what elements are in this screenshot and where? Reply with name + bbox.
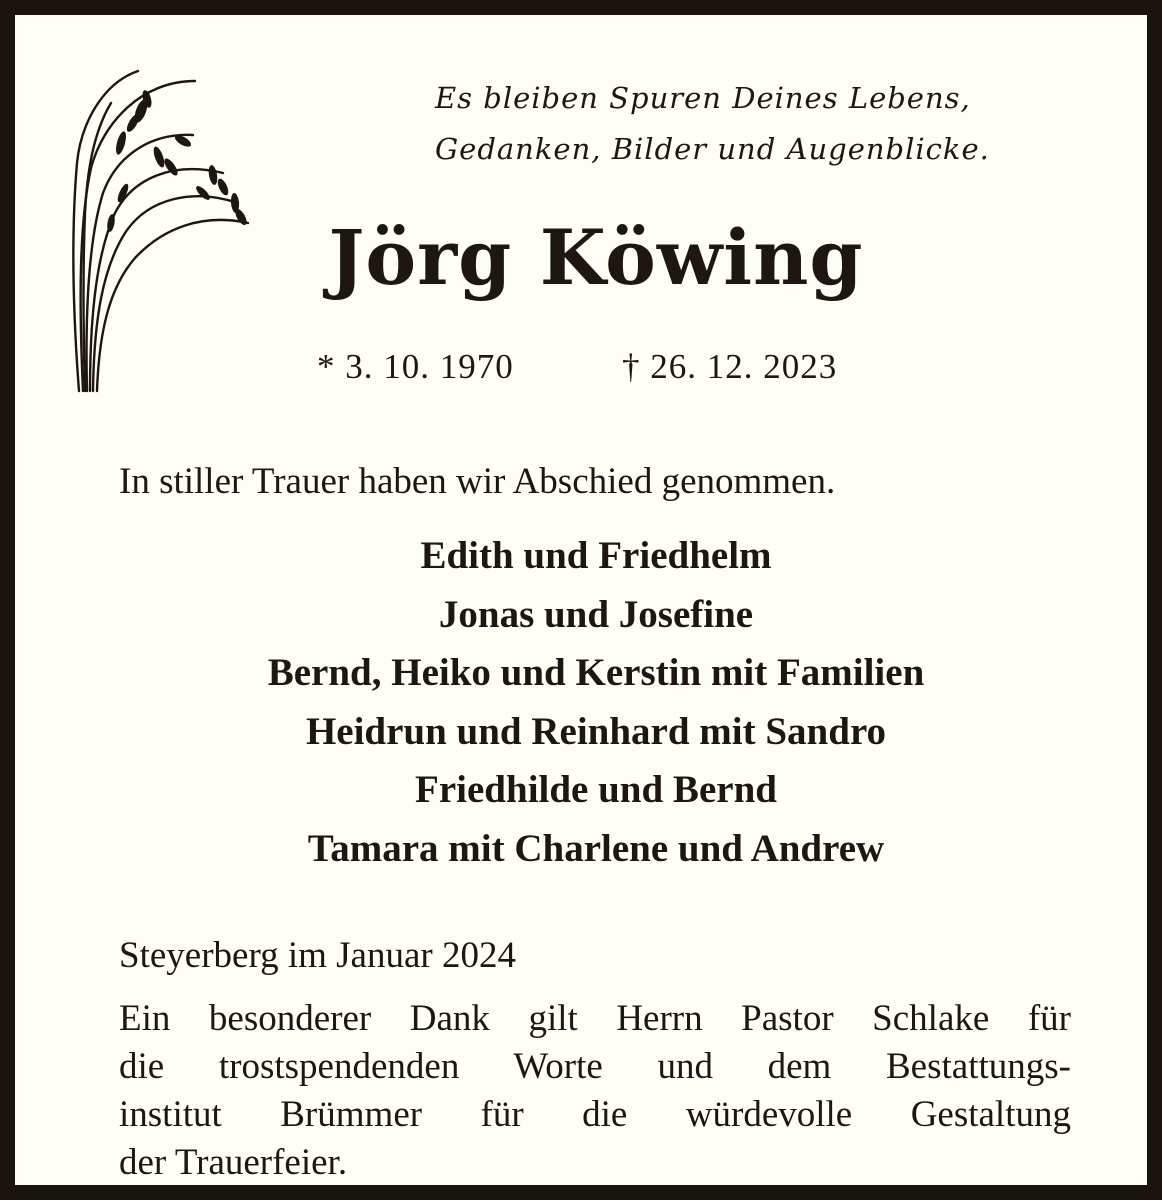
mourner-entry: Tamara mit Charlene und Andrew: [307, 826, 885, 870]
mourner-entry: Jonas und Josefine: [438, 592, 754, 636]
mourner-entry: Friedhilde und Bernd: [415, 768, 777, 811]
thanks-paragraph: [119, 995, 1071, 1187]
mourner-entry: Bernd, Heiko und Kerstin mit Familien: [267, 651, 925, 694]
thanks-line: die trostspendenden Worte und dem Bestattungs-: [119, 1046, 1071, 1087]
motto-verse: [435, 73, 1085, 175]
death-date: † 26. 12. 2023: [622, 347, 838, 386]
deceased-name-text: Jörg Köwing: [328, 213, 864, 302]
place-and-date: Steyerberg im Januar 2024: [119, 935, 516, 976]
life-dates: [15, 345, 1162, 389]
thanks-line: der Trauerfeier.: [119, 1142, 348, 1183]
thanks-line: institut Brümmer für die würdevolle Gestaltung: [119, 1094, 1071, 1135]
deceased-name: [15, 203, 1162, 313]
mourners-list: [15, 527, 1162, 878]
mourning-statement: In stiller Trauer haben wir Abschied genommen.: [119, 461, 836, 502]
birth-date: * 3. 10. 1970: [317, 347, 514, 386]
mourner-entry: Edith und Friedhelm: [420, 534, 772, 577]
motto-line-1: Es bleiben Spuren Deines Lebens,: [435, 81, 971, 115]
motto-line-2: Gedanken, Bilder und Augenblicke.: [435, 132, 990, 166]
thanks-line: Ein besonderer Dank gilt Herrn Pastor Schlake für: [119, 998, 1071, 1039]
mourner-entry: Heidrun und Reinhard mit Sandro: [305, 709, 887, 753]
